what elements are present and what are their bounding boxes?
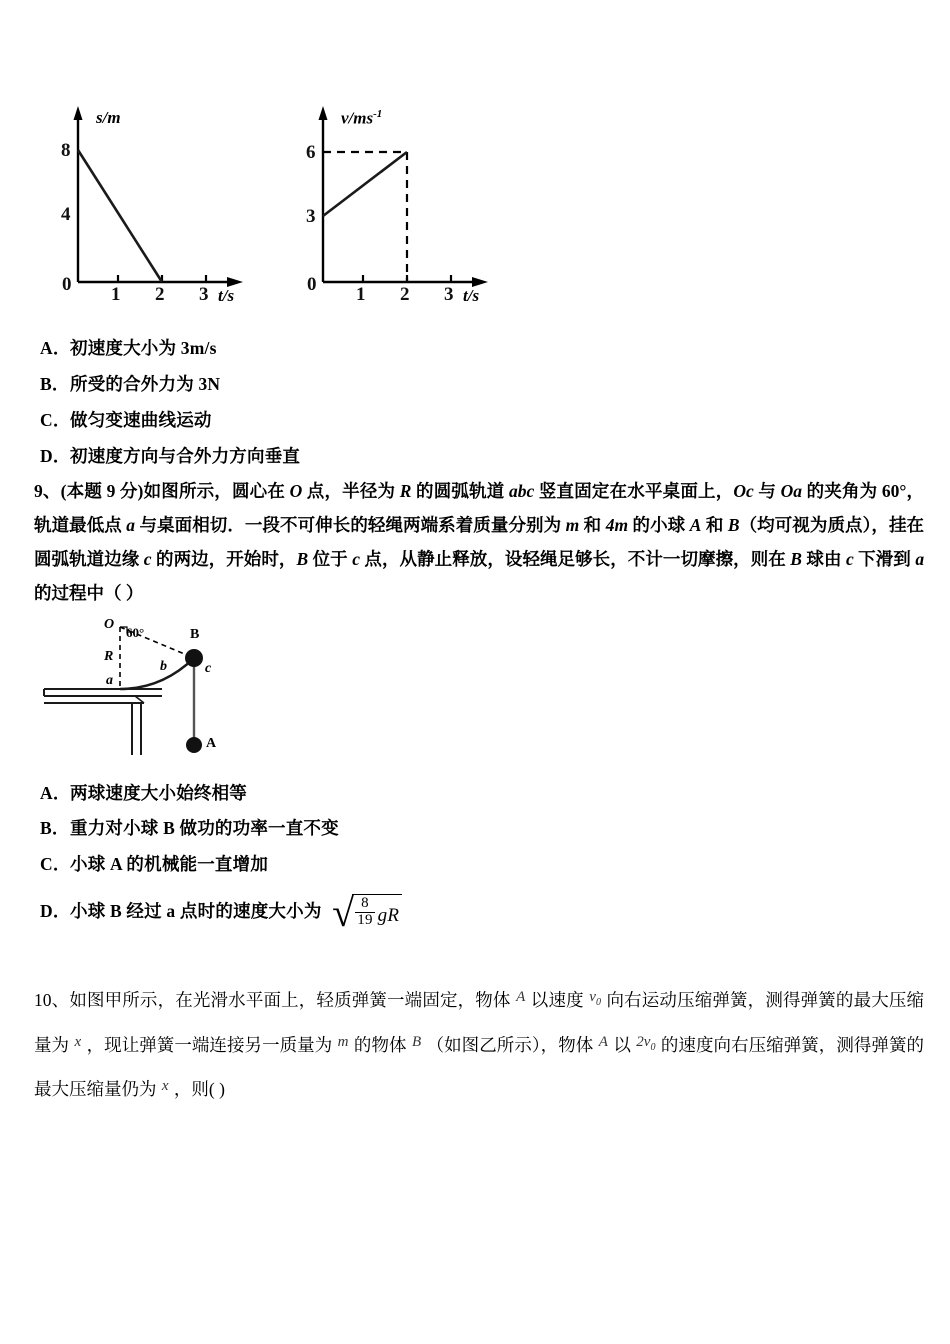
formula-tail-gR: gR — [377, 905, 400, 926]
vt-x-tick-1: 1 — [356, 284, 366, 305]
vt-y-axis-exponent: -1 — [373, 108, 383, 120]
question9-stem — [34, 474, 924, 611]
vt-x-tick-2: 2 — [400, 284, 410, 305]
q9-option-d[interactable] — [40, 890, 402, 935]
q9-text-3: 的圆弧轨道 — [411, 481, 510, 501]
vt-x-tick-3: 3 — [444, 284, 454, 305]
q10-symbol-A2: A — [598, 1033, 608, 1050]
q9-text-12: 的两边，开始时， — [151, 549, 297, 570]
q10-symbol-v0-sub: 0 — [595, 997, 601, 1008]
diagram-label-R: R — [104, 649, 114, 664]
st-x-tick-3: 3 — [199, 284, 209, 305]
q8-option-b-label: B． — [40, 374, 70, 394]
q9-symbol-B: B — [727, 515, 740, 536]
fraction-numerator: 8 — [361, 894, 369, 911]
q9-symbol-c2: c — [352, 549, 360, 570]
q9-text-4: 竖直固定在水平桌面上， — [534, 481, 734, 501]
q9-option-a-text: 两球速度大小始终相等 — [70, 783, 247, 803]
q9-option-b-label: B． — [40, 818, 70, 838]
q8-option-c-label: C． — [40, 410, 71, 430]
circular-track-diagram-svg — [42, 603, 282, 773]
displacement-time-graph — [50, 92, 300, 312]
q9-text-5: 与 — [753, 481, 781, 501]
q10-text-9: ，则( ) — [169, 1079, 225, 1100]
q9-symbol-O: O — [289, 481, 303, 501]
q9-option-c-label: C． — [40, 854, 71, 874]
st-origin-label: 0 — [62, 274, 72, 295]
q8-option-a-label: A． — [40, 338, 71, 358]
q8-option-d-text: 初速度方向与合外力方向垂直 — [70, 446, 301, 466]
q9-text-8: 和 — [579, 515, 606, 536]
q8-option-c-text: 做匀变速曲线运动 — [70, 410, 212, 430]
vt-x-axis-label: t/s — [463, 286, 480, 305]
q9-symbol-c1: c — [143, 549, 152, 570]
q8-option-a-text: 初速度大小为 3m/s — [70, 338, 217, 358]
q10-symbol-2v0 — [635, 1033, 656, 1053]
q10-symbol-x2: x — [161, 1078, 169, 1095]
diagram-label-b: b — [160, 659, 167, 674]
q10-text-1: 如图甲所示，在光滑水平面上，轻质弹簧一端固定，物体 — [69, 990, 516, 1010]
q9-text-1: 如图所示，圆心在 — [143, 481, 290, 501]
q9-option-b-text: 重力对小球 B 做功的功率一直不变 — [70, 818, 339, 838]
q9-symbol-Oc: Oc — [733, 481, 754, 501]
q10-symbol-2v0-base: 2v — [636, 1033, 651, 1050]
q9-text-15: 球由 — [801, 549, 846, 570]
q9-option-d-formula — [332, 890, 402, 935]
q10-number: 10、 — [34, 990, 70, 1010]
q9-option-d-text: 小球 B 经过 a 点时的速度大小为 — [70, 901, 322, 922]
st-x-axis-label: t/s — [218, 286, 235, 305]
q9-text-13: 位于 — [308, 549, 353, 570]
q8-option-d[interactable] — [40, 443, 300, 468]
q8-option-b[interactable] — [40, 371, 220, 396]
diagram-label-B: B — [190, 627, 200, 642]
q10-symbol-B: B — [412, 1033, 422, 1050]
q9-option-d-label: D． — [40, 901, 71, 922]
st-x-tick-1: 1 — [111, 284, 121, 305]
q9-option-c-text: 小球 A 的机械能一直增加 — [70, 854, 269, 874]
sqrt-icon: √ — [332, 890, 355, 935]
diagram-label-a: a — [106, 673, 113, 688]
q9-text-6: 的夹角为 60°，轨道最低点 — [34, 481, 925, 536]
q9-text-14: 点，从静止释放，设轻绳足够长，不计一切摩擦，则在 — [359, 549, 791, 570]
q9-symbol-A: A — [689, 515, 702, 536]
q9-text-11: （均可视为质点），挂在圆弧轨道边缘 — [34, 515, 925, 570]
question10-stem — [34, 978, 924, 1112]
st-y-tick-8: 8 — [61, 140, 71, 161]
q9-symbol-4m: 4m — [605, 515, 629, 536]
diagram-label-O: O — [104, 617, 115, 632]
q9-option-b[interactable] — [40, 815, 339, 840]
q10-symbol-2v0-sub: 0 — [650, 1041, 656, 1053]
q9-number: 9、 — [34, 481, 61, 501]
velocity-time-graph — [295, 92, 545, 312]
q10-text-6: （如图乙所示），物体 — [422, 1034, 598, 1055]
q9-symbol-m: m — [565, 515, 580, 536]
q8-option-a[interactable] — [40, 335, 217, 360]
q10-text-4: ，现让弹簧一端连接另一质量为 — [82, 1034, 337, 1055]
diagram-label-c: c — [205, 661, 212, 676]
vt-graph-svg — [295, 92, 545, 312]
q9-symbol-B2: B — [296, 549, 309, 570]
q9-text-7: 与桌面相切．一段不可伸长的轻绳两端系着质量分别为 — [135, 515, 566, 536]
q9-text-9: 的小球 — [628, 515, 690, 536]
vt-y-axis-label — [341, 108, 382, 129]
question8-figures — [40, 92, 560, 312]
q10-symbol-A1: A — [516, 989, 526, 1005]
st-y-axis-label: s/m — [96, 108, 121, 127]
q9-option-a-label: A． — [40, 783, 71, 803]
fraction-8-over-19 — [355, 896, 374, 929]
q9-symbol-abc: abc — [509, 481, 535, 501]
q9-option-a[interactable] — [40, 780, 247, 805]
q9-symbol-a2: a — [915, 549, 925, 570]
st-y-tick-4: 4 — [61, 204, 71, 225]
q10-symbol-x1: x — [74, 1033, 82, 1050]
q8-option-b-text: 所受的合外力为 3N — [70, 374, 221, 394]
q9-score: (本题 9 分) — [60, 481, 144, 501]
q9-text-10: 和 — [701, 515, 728, 536]
q10-text-7: 以 — [608, 1034, 636, 1055]
vt-y-axis-base: v/ms — [341, 108, 374, 128]
q10-text-3: 向右运动压缩弹簧，测得弹簧的最大压缩量为 — [34, 990, 925, 1055]
q8-option-d-label: D． — [40, 446, 71, 466]
q10-symbol-m: m — [337, 1033, 349, 1050]
diagram-label-angle: 60° — [126, 625, 145, 640]
diagram-label-A: A — [206, 736, 217, 751]
q9-symbol-R: R — [399, 481, 412, 501]
q9-symbol-a1: a — [126, 515, 136, 536]
vt-y-tick-6: 6 — [306, 142, 316, 163]
q10-text-2: 以速度 — [526, 990, 589, 1010]
q9-symbol-B3: B — [790, 549, 802, 570]
q9-text-2: 点，半径为 — [302, 481, 400, 501]
q9-text-16: 下滑到 — [853, 549, 916, 570]
st-graph-svg — [50, 92, 300, 312]
q10-symbol-v0-base: v — [589, 989, 596, 1005]
q10-symbol-v0 — [588, 989, 602, 1008]
fraction-denominator: 19 — [357, 911, 373, 928]
q8-option-c[interactable] — [40, 407, 212, 432]
q9-option-c[interactable] — [40, 851, 268, 876]
vt-y-tick-3: 3 — [306, 206, 316, 227]
q9-text-17: 的过程中（ ） — [34, 583, 144, 604]
q9-symbol-c3: c — [845, 549, 854, 570]
q10-text-8: 的速度向右压缩弹簧，测得弹簧的最大压缩量仍为 — [34, 1034, 925, 1100]
q10-text-5: 的物体 — [349, 1034, 411, 1055]
st-x-tick-2: 2 — [155, 284, 165, 305]
vt-origin-label: 0 — [307, 274, 317, 295]
q9-symbol-Oa: Oa — [780, 481, 803, 501]
question9-diagram — [42, 603, 282, 773]
